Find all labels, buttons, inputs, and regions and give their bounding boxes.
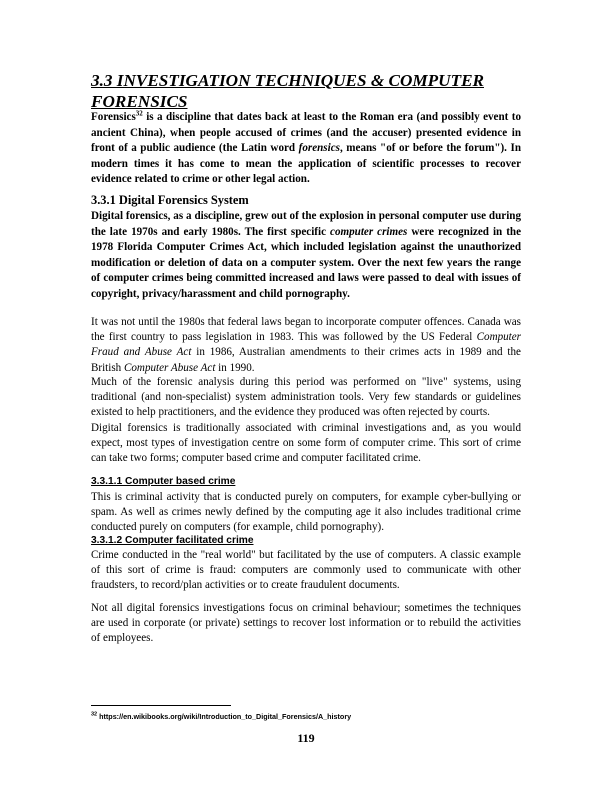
subsection-heading-3312: 3.3.1.2 Computer facilitated crime bbox=[91, 535, 254, 546]
closing-block bbox=[91, 601, 521, 647]
section-heading-331: 3.3.1 Digital Forensics System bbox=[91, 193, 249, 207]
footnote bbox=[91, 712, 521, 722]
heading-line-2: FORENSICS bbox=[91, 92, 188, 111]
intro-block bbox=[91, 110, 521, 188]
federal-laws-paragraph: It was not until the 1980s that federal laws began to incorporate computer offences. Canada was the first country to pass legislation in 1983. This was followed by the US Federal Computer Fraud and Abuse Act in 1986, Australian amendments to their crimes acts in 1989 and the British Computer Abuse Act in 1990. bbox=[91, 316, 521, 374]
computer-based-crime-paragraph: This is criminal activity that is conducted purely on computers, for example cyber-bullying or spam. As well as crimes newly defined by the computing age it also includes traditional crime conducted purely on computers (for example, child pornography). bbox=[91, 491, 521, 534]
criminal-investigations-paragraph: Digital forensics is traditionally associated with criminal investigations and, as you would expect, most types of investigation centre on some form of computer crime. This sort of crime can take two forms; computer based crime and computer facilitated crime. bbox=[91, 422, 521, 465]
closing-paragraph: Not all digital forensics investigations focus on criminal behaviour; sometimes the techniques are used in corporate (or private) settings to recover lost information or to rebuild the activities of employees. bbox=[91, 602, 521, 645]
digital-forensics-paragraph: Digital forensics, as a discipline, grew out of the explosion in personal computer use during the late 1970s and early 1980s. The first specific computer crimes were recognized in the 1978 Florida Computer Crimes Act, which included legislation against the unauthorized modification or deletion of data on a computer system. Over the next few years the range of computer crimes being committed increased and laws were passed to deal with issues of copyright, privacy/harassment and child pornography. bbox=[91, 210, 522, 300]
subsection-3311-body bbox=[91, 490, 521, 536]
criminal-investigations-block bbox=[91, 421, 521, 467]
subsection-3312-body bbox=[91, 548, 521, 594]
section-331-body bbox=[91, 209, 521, 302]
heading-line-1: 3.3 INVESTIGATION TECHNIQUES & COMPUTER bbox=[91, 71, 484, 90]
footnote-ref[interactable]: 32 bbox=[135, 109, 143, 118]
live-systems-block bbox=[91, 375, 521, 421]
intro-paragraph: Forensics$^{32}$ is a discipline that dates back at least to the Roman era (and possibly event to ancient China), when people accused of crimes (and the accuser) presented evidence in front of a public audience (the Latin word forensics, means "of or before the forum"). In modern times it has come to mean the application of scientific processes to recover evidence related to crime or other legal action. bbox=[91, 109, 521, 185]
computer-facilitated-crime-paragraph: Crime conducted in the "real world" but facilitated by the use of computers. A classic example of this sort of crime is fraud: computers are commonly used to communicate with other fraudsters, to record/plan activities or to create fraudulent documents. bbox=[91, 549, 521, 592]
federal-laws-block bbox=[91, 315, 521, 376]
footnote-number: 32 bbox=[91, 711, 98, 718]
subsection-heading-3311: 3.3.1.1 Computer based crime bbox=[91, 476, 236, 487]
live-systems-paragraph: Much of the forensic analysis during this period was performed on "live" systems, using traditional (and non-specialist) system administration tools. Very few standards or guidelines existed to help practitioners, and the evidence they produced was often rejected by courts. bbox=[91, 376, 521, 419]
page-number: 119 bbox=[297, 731, 315, 745]
footnote-link[interactable]: https://en.wikibooks.org/wiki/Introduction_to_Digital_Forensics/A_history bbox=[97, 712, 352, 721]
footnote-divider bbox=[91, 705, 231, 706]
chapter-heading bbox=[91, 70, 531, 112]
